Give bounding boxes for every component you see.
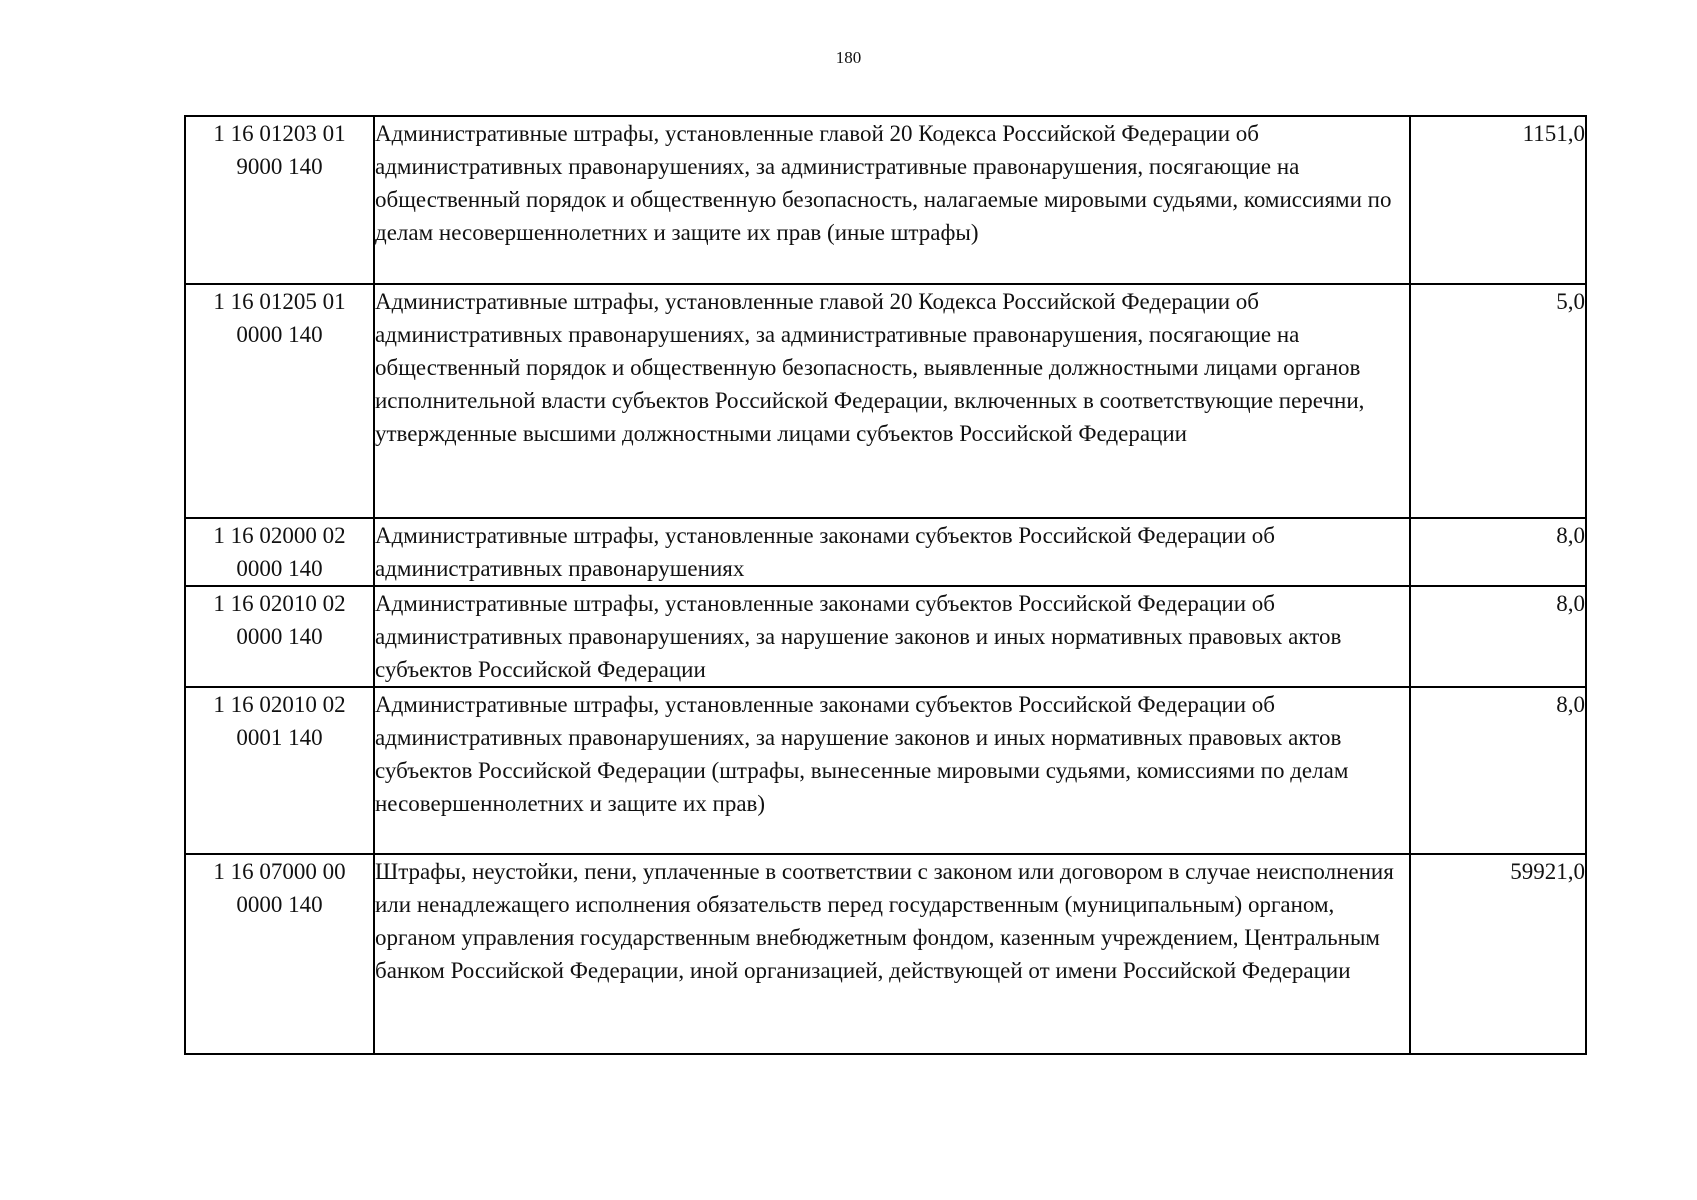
description-cell: Административные штрафы, установленные законами субъектов Российской Федерации об административных правонарушениях — [374, 518, 1410, 586]
description-cell: Административные штрафы, установленные законами субъектов Российской Федерации об административных правонарушениях, за нарушение законов и иных нормативных правовых актов субъектов Российской Федерации (штрафы, вынесенные мировыми судьями, комиссиями по делам несовершеннолетних и защите их прав) — [374, 687, 1410, 854]
amount-cell: 8,0 — [1410, 586, 1586, 687]
table-row — [185, 854, 1586, 1054]
code-line: 0000 140 — [236, 556, 323, 581]
amount-cell: 59921,0 — [1410, 854, 1586, 1054]
budget-revenue-table — [184, 115, 1587, 1055]
description-cell: Административные штрафы, установленные законами субъектов Российской Федерации об административных правонарушениях, за нарушение законов и иных нормативных правовых актов субъектов Российской Федерации — [374, 586, 1410, 687]
code-line: 0001 140 — [236, 725, 323, 750]
amount-cell: 8,0 — [1410, 687, 1586, 854]
code-cell — [185, 116, 374, 284]
amount-cell: 1151,0 — [1410, 116, 1586, 284]
code-cell — [185, 518, 374, 586]
table-row — [185, 518, 1586, 586]
code-line: 1 16 01205 01 — [213, 289, 346, 314]
page-number: 180 — [835, 48, 862, 67]
table-row — [185, 586, 1586, 687]
code-line: 1 16 02000 02 — [213, 523, 346, 548]
code-line: 1 16 02010 02 — [213, 591, 346, 616]
code-line: 0000 140 — [236, 892, 323, 917]
table-row — [185, 116, 1586, 284]
description-cell: Административные штрафы, установленные главой 20 Кодекса Российской Федерации об административных правонарушениях, за административные правонарушения, посягающие на общественный порядок и общественную безопасность, выявленные должностными лицами органов исполнительной власти субъектов Российской Федерации, включенных в соответствующие перечни, утвержденные высшими должностными лицами субъектов Российской Федерации — [374, 284, 1410, 518]
code-line: 0000 140 — [236, 322, 323, 347]
description-cell: Административные штрафы, установленные главой 20 Кодекса Российской Федерации об административных правонарушениях, за административные правонарушения, посягающие на общественный порядок и общественную безопасность, налагаемые мировыми судьями, комиссиями по делам несовершеннолетних и защите их прав (иные штрафы) — [374, 116, 1410, 284]
amount-cell: 8,0 — [1410, 518, 1586, 586]
code-line: 9000 140 — [236, 154, 323, 179]
code-line: 1 16 02010 02 — [213, 692, 346, 717]
code-cell — [185, 687, 374, 854]
code-line: 0000 140 — [236, 624, 323, 649]
description-cell: Штрафы, неустойки, пени, уплаченные в соответствии с законом или договором в случае неисполнения или ненадлежащего исполнения обязательств перед государственным (муниципальным) органом, органом управления государственным внебюджетным фондом, казенным учреждением, Центральным банком Российской Федерации, иной организацией, действующей от имени Российской Федерации — [374, 854, 1410, 1054]
table-row — [185, 284, 1586, 518]
code-line: 1 16 07000 00 — [213, 859, 346, 884]
amount-cell: 5,0 — [1410, 284, 1586, 518]
table-row — [185, 687, 1586, 854]
code-cell — [185, 284, 374, 518]
code-cell — [185, 854, 374, 1054]
code-line: 1 16 01203 01 — [213, 121, 346, 146]
code-cell — [185, 586, 374, 687]
